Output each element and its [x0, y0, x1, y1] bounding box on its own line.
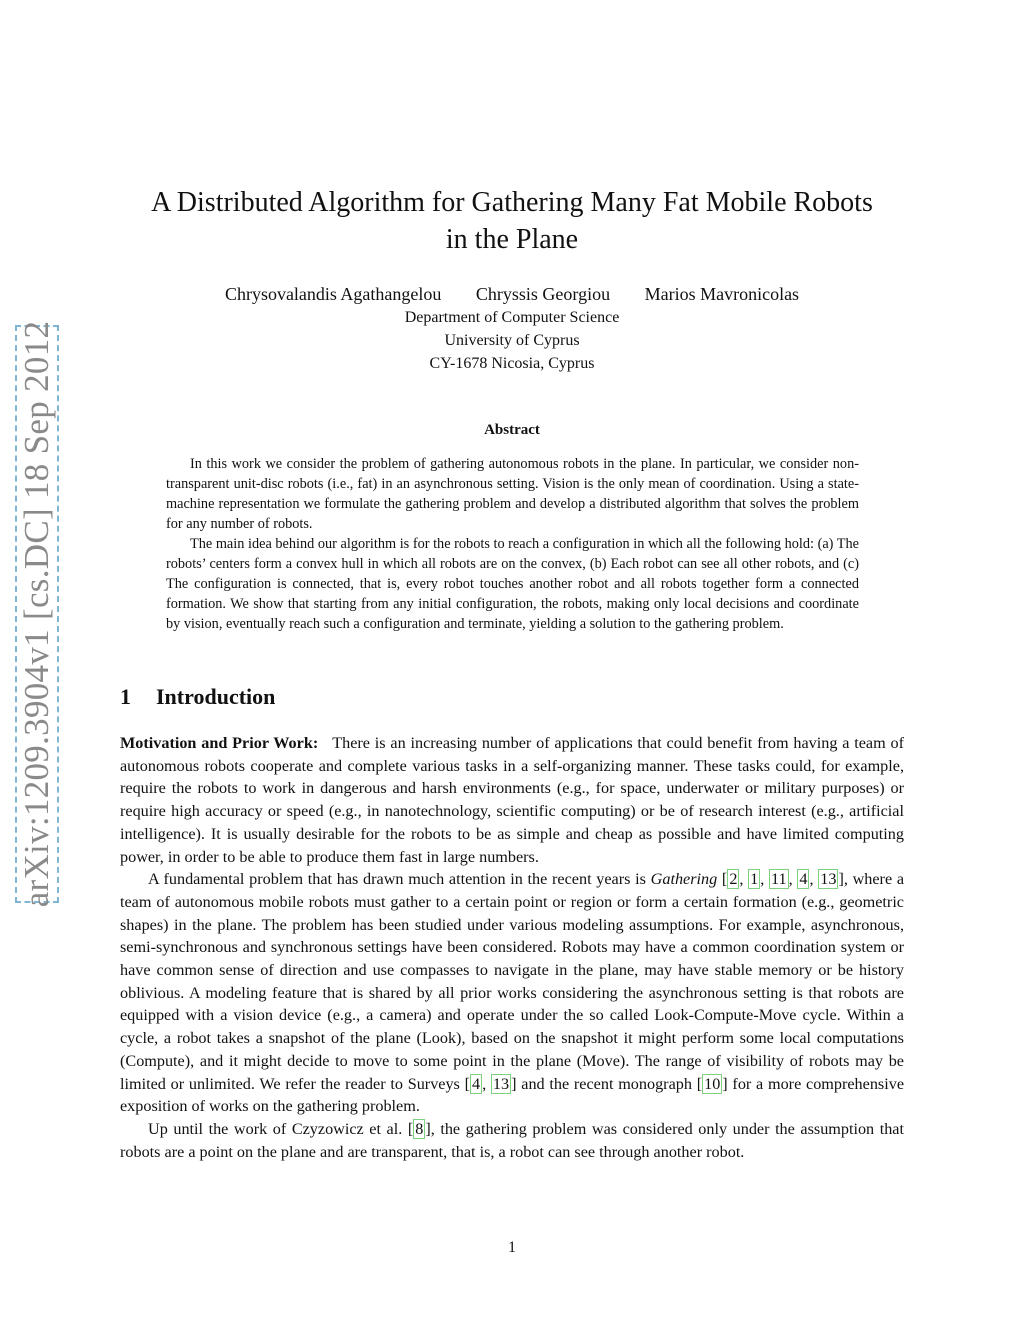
paragraph-text: for a more comprehensive exposition of works on the gathering problem.	[120, 1074, 905, 1116]
author-name: Chryssis Georgiou	[475, 284, 611, 304]
page-number: 1	[508, 1239, 516, 1256]
body-paragraph	[120, 732, 904, 868]
author-name: Marios Mavronicolas	[644, 284, 800, 304]
abstract-heading: Abstract	[484, 422, 540, 438]
paragraph-text: , the gathering problem was considered only under the assumption that robots are a point on the plane and are transparent, that is, a robot can see through another robot.	[120, 1119, 904, 1161]
section-number: 1	[120, 684, 131, 709]
affiliation-department: Department of Computer Science	[404, 309, 620, 326]
affiliation	[120, 306, 904, 375]
runin-heading: Motivation and Prior Work:	[120, 734, 319, 752]
paragraph-text: A fundamental problem that has drawn much attention in the recent years is	[148, 870, 651, 889]
citation-link[interactable]: 8	[415, 1119, 424, 1138]
citation-link[interactable]: 2	[729, 870, 738, 889]
citation-link[interactable]: 11	[771, 870, 787, 889]
section-title: Introduction	[156, 684, 276, 709]
abstract-paragraph: The main idea behind our algorithm is for the robots to reach a configuration in which all the following hold: (a) The robots’ centers form a convex hull in which all robots are on the convex, (b) Each robot can see all other robots, and (c) The configuration is connected, that is, every robot touches another robot and all robots together form a connected formation. We show that starting from any initial configuration, the robots, making only local decisions and coordinate by vision, eventually reach such a configuration and terminate, yielding a solution to the gathering problem.	[166, 536, 859, 632]
author-list	[120, 283, 904, 305]
title-line-1: A Distributed Algorithm for Gathering Many Fat Mobile Robots	[151, 187, 873, 218]
citation-link[interactable]: 13	[492, 1074, 510, 1093]
paragraph-text: and the recent monograph	[516, 1074, 697, 1093]
body-text	[120, 732, 904, 1163]
abstract-body	[166, 454, 859, 634]
arxiv-stamp	[15, 320, 59, 908]
arxiv-identifier[interactable]: arXiv:1209.3904v1 [cs.DC] 18 Sep 2012	[17, 320, 56, 908]
section-heading	[120, 684, 275, 710]
abstract-paragraph: In this work we consider the problem of gathering autonomous robots in the plane. In particular, we consider non-transparent unit-disc robots (i.e., fat) in an asynchronous setting. Vision is the only mean of coordination. Using a state-machine representation we formulate the gathering problem and develop a distributed algorithm that solves the problem for any number of robots.	[166, 456, 859, 532]
citation-link[interactable]: 13	[820, 870, 837, 889]
citation-link[interactable]: 4	[799, 870, 808, 889]
body-paragraph: Up until the work of Czyzowicz et al. [ 8 ], the gathering problem was considered only under the assumption that robots are a point on the plane and are transparent, that is, a robot can see through another robot.	[120, 1119, 904, 1161]
author-name: Chrysovalandis Agathangelou	[224, 284, 442, 304]
paper-title	[120, 184, 904, 258]
citation-link[interactable]: 10	[704, 1074, 721, 1093]
body-paragraph: A fundamental problem that has drawn much attention in the recent years is Gathering [ 2 , 1 , 11 , 4 , 13 ], where a team of autonomous mobile robots must gather to a certain point or region or form a certain formation (e.g., geometric shapes) in the plane. The problem has been studied under various modeling assumptions. For example, asynchronous, semi-synchronous and synchronous settings have been considered. Robots may have a common coordination system or have common sense of direction and use compasses to navigate in the plane, may have stable memory or be history oblivious. A modeling feature that is shared by all prior works considering the asynchronous setting is that robots are equipped with a vision device (e.g., a camera) and operate under the so called Look-Compute-Move cycle. Within a cycle, a robot takes a snapshot of the plane (Look), based on the snapshot it might perform some local computations (Compute), and it might decide to move to some point in the plane (Move). The range of visibility of robots may be limited or unlimited. We refer the reader to Surveys [ 4 , 13 ] and the recent monograph [ 10 ] for a more comprehensive exposition of works on the gathering problem.	[120, 870, 905, 1116]
citation-link[interactable]: 4	[472, 1074, 481, 1093]
paragraph-text: There is an increasing number of applications that could benefit from having a team of autonomous robots cooperate and complete various tasks in a self-organizing manner. These tasks could, for example, require the robots to work in dangerous and harsh environments (e.g., for space, underwater or military purposes) or require high accuracy or speed (e.g., in nanotechnology, scientific computing) or be of research interest (e.g., artificial intelligence). It is usually desirable for the robots to be as simple and cheap as possible and have limited computing power, in order to be able to produce them fast in large numbers.	[120, 734, 904, 866]
affiliation-university: University of Cyprus	[444, 332, 580, 349]
paragraph-text: , where a team of autonomous mobile robots must gather to a certain point or region or form a certain formation (e.g., geometric shapes) in the plane. The problem has been studied under various modeling assumptions. For example, asynchronous, semi-synchronous and synchronous settings have been considered. Robots may have a common coordination system or have common sense of direction and use compasses to navigate in the plane, may have stable memory or be history oblivious. A modeling feature that is shared by all prior works considering the asynchronous setting is that robots are equipped with a vision device (e.g., a camera) and operate under the so called Look-Compute-Move cycle. Within a cycle, a robot takes a snapshot of the plane (Look), based on the snapshot it might perform some local computations (Compute), and it might decide to move to some point in the plane (Move). The range of visibility of robots may be limited or unlimited. We refer the reader to Surveys	[120, 870, 905, 1093]
emphasis: Gathering	[650, 870, 718, 889]
paragraph-text: Up until the work of Czyzowicz et al.	[148, 1119, 408, 1138]
affiliation-address: CY-1678 Nicosia, Cyprus	[429, 355, 595, 372]
citation-link[interactable]: 1	[750, 870, 759, 889]
title-line-2: in the Plane	[445, 224, 579, 255]
